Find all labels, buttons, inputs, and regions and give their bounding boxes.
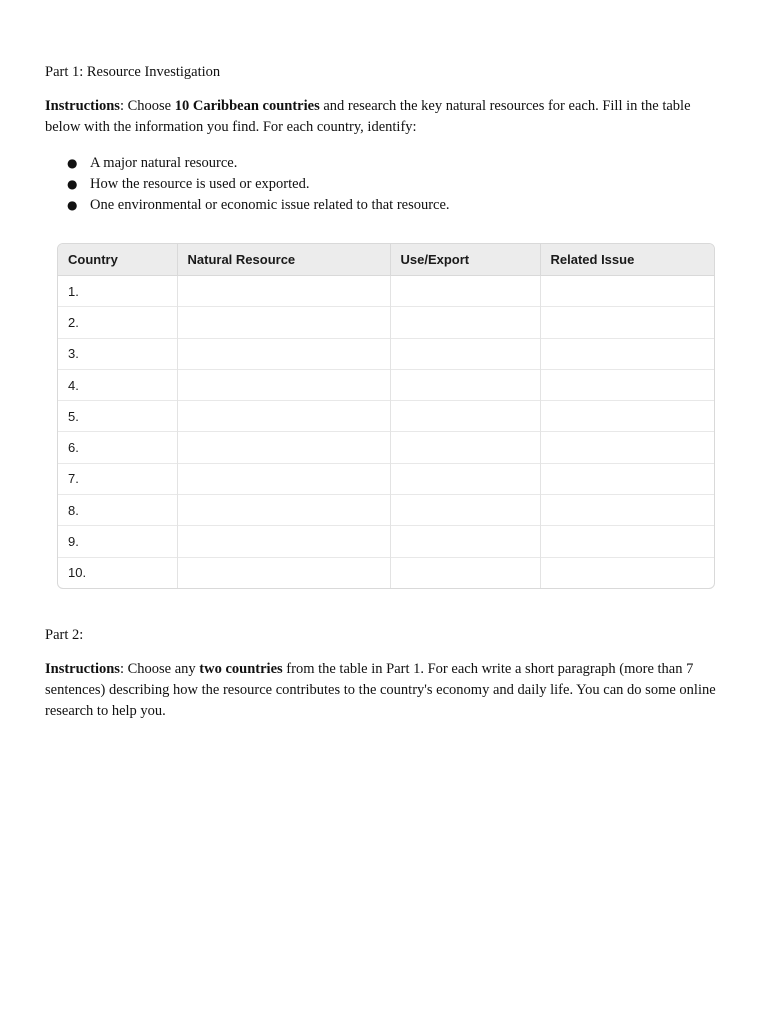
related-issue-cell[interactable]: [540, 495, 714, 526]
country-cell[interactable]: 10.: [58, 557, 177, 588]
table-row: [58, 307, 714, 338]
part1-instructions-label: Instructions: [45, 98, 120, 114]
bullet-icon: ●: [67, 198, 78, 212]
related-issue-cell[interactable]: [540, 307, 714, 338]
related-issue-cell[interactable]: [540, 276, 714, 307]
country-cell[interactable]: 2.: [58, 307, 177, 338]
table-row: [58, 432, 714, 463]
table-row: [58, 557, 714, 588]
list-item: [67, 153, 450, 174]
part1-instructions-bold: 10 Caribbean countries: [174, 98, 320, 114]
table-row: [58, 526, 714, 557]
use-export-cell[interactable]: [390, 369, 540, 400]
header-related-issue: Related Issue: [540, 244, 714, 276]
related-issue-cell[interactable]: [540, 463, 714, 494]
country-cell[interactable]: 5.: [58, 401, 177, 432]
use-export-cell[interactable]: [390, 401, 540, 432]
part2-instructions: [45, 659, 725, 722]
part1-instructions-text2: and research the key natural resources for each. Fill in the table below with the information you find. For each country, identify:: [45, 98, 691, 135]
use-export-cell[interactable]: [390, 338, 540, 369]
use-export-cell[interactable]: [390, 495, 540, 526]
resource-cell[interactable]: [177, 432, 390, 463]
related-issue-cell[interactable]: [540, 401, 714, 432]
use-export-cell[interactable]: [390, 276, 540, 307]
resource-cell[interactable]: [177, 338, 390, 369]
list-item-text: One environmental or economic issue related to that resource.: [90, 197, 450, 213]
country-cell[interactable]: 4.: [58, 369, 177, 400]
related-issue-cell[interactable]: [540, 338, 714, 369]
table-row: [58, 338, 714, 369]
use-export-cell[interactable]: [390, 432, 540, 463]
resource-cell[interactable]: [177, 557, 390, 588]
list-item-text: A major natural resource.: [90, 155, 238, 171]
table-row: [58, 369, 714, 400]
part2-heading: Part 2:: [45, 627, 84, 643]
list-item: [67, 195, 450, 216]
list-item: [67, 174, 450, 195]
resource-cell[interactable]: [177, 401, 390, 432]
header-use-export: Use/Export: [390, 244, 540, 276]
header-country: Country: [58, 244, 177, 276]
resource-cell[interactable]: [177, 307, 390, 338]
resource-cell[interactable]: [177, 495, 390, 526]
related-issue-cell[interactable]: [540, 369, 714, 400]
part1-instructions-text1: : Choose: [119, 98, 175, 114]
use-export-cell[interactable]: [390, 526, 540, 557]
related-issue-cell[interactable]: [540, 526, 714, 557]
part1-instructions: [45, 96, 725, 138]
use-export-cell[interactable]: [390, 557, 540, 588]
part2-instructions-text1: : Choose any: [119, 661, 200, 677]
resource-cell[interactable]: [177, 276, 390, 307]
resource-cell[interactable]: [177, 463, 390, 494]
country-cell[interactable]: 7.: [58, 463, 177, 494]
use-export-cell[interactable]: [390, 463, 540, 494]
country-cell[interactable]: 3.: [58, 338, 177, 369]
related-issue-cell[interactable]: [540, 432, 714, 463]
header-natural-resource: Natural Resource: [177, 244, 390, 276]
related-issue-cell[interactable]: [540, 557, 714, 588]
table-row: [58, 495, 714, 526]
bullet-icon: ●: [67, 156, 78, 170]
list-item-text: How the resource is used or exported.: [90, 176, 310, 192]
country-cell[interactable]: 1.: [58, 276, 177, 307]
bullet-icon: ●: [67, 177, 78, 191]
part2-instructions-bold: two countries: [199, 661, 283, 677]
use-export-cell[interactable]: [390, 307, 540, 338]
table-row: [58, 276, 714, 307]
table-row: [58, 463, 714, 494]
part1-heading: Part 1: Resource Investigation: [45, 64, 221, 80]
part2-instructions-label: Instructions: [45, 661, 120, 677]
part2-instructions-text2: from the table in Part 1. For each write a short paragraph (more than 7 sentences) describing how the resource contributes to the country's economy and daily life. You can do some online research to help you.: [45, 661, 716, 719]
country-cell[interactable]: 6.: [58, 432, 177, 463]
resource-table: [58, 244, 714, 588]
country-cell[interactable]: 8.: [58, 495, 177, 526]
resource-cell[interactable]: [177, 369, 390, 400]
resource-table-container: [57, 243, 715, 589]
table-header-row: [58, 244, 714, 276]
requirements-list: [67, 153, 450, 216]
table-row: [58, 401, 714, 432]
resource-cell[interactable]: [177, 526, 390, 557]
country-cell[interactable]: 9.: [58, 526, 177, 557]
